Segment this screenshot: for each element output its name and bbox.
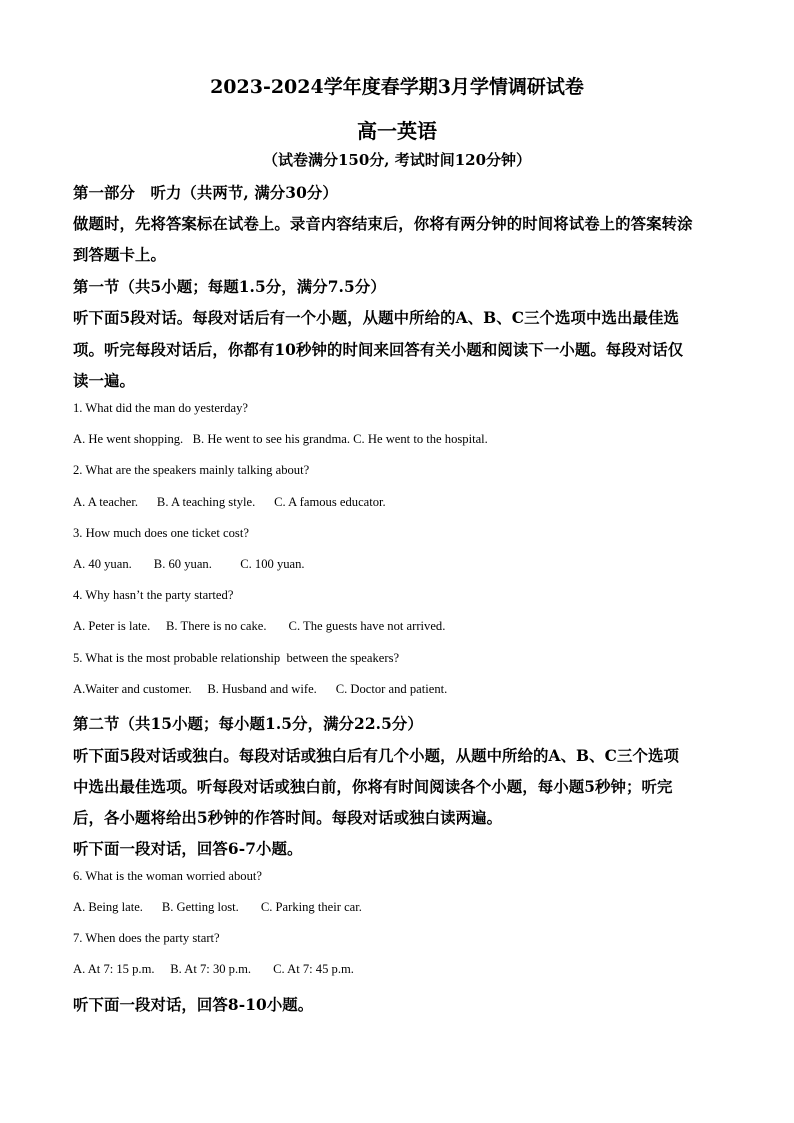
section2-instruction-line1: 听下面5段对话或独白。每段对话或独白后有几个小题，从题中所给的A、B、C三个选项 <box>73 747 679 765</box>
section2-heading: 第二节（共15小题；每小题1.5分，满分22.5分） <box>73 715 423 733</box>
exam-note: （试卷满分150分, 考试时间120分钟） <box>262 151 532 169</box>
part1-instruction-line1: 做题时，先将答案标在试卷上。录音内容结束后，你将有两分钟的时间将试卷上的答案转涂 <box>73 215 693 233</box>
question-7: 7. When does the party start? <box>73 931 220 945</box>
question-5: 5. What is the most probable relationship between the speakers? <box>73 651 400 665</box>
question-3: 3. How much does one ticket cost? <box>73 526 249 540</box>
group-8-10-heading: 听下面一段对话，回答8-10小题。 <box>73 996 314 1014</box>
question-1-options: A. He went shopping. B. He went to see his grandma. C. He went to the hospital. <box>73 432 488 446</box>
exam-subject: 高一英语 <box>357 119 437 143</box>
exam-title: 2023-2024学年度春学期3月学情调研试卷 <box>210 76 584 98</box>
section1-heading: 第一节（共5小题；每题1.5分，满分7.5分） <box>73 278 386 296</box>
question-1: 1. What did the man do yesterday? <box>73 401 248 415</box>
section2-instruction-line3: 后，各小题将给出5秒钟的作答时间。每段对话或独白读两遍。 <box>73 809 503 827</box>
section1-instruction-line1: 听下面5段对话。每段对话后有一个小题，从题中所给的A、B、C三个选项中选出最佳选 <box>73 309 679 327</box>
group-6-7-heading: 听下面一段对话，回答6-7小题。 <box>73 840 303 858</box>
question-6-options: A. Being late. B. Getting lost. C. Parking their car. <box>73 900 362 914</box>
section1-instruction-line3: 读一遍。 <box>73 372 135 390</box>
question-2: 2. What are the speakers mainly talking about? <box>73 463 310 477</box>
part1-instruction-line2: 到答题卡上。 <box>73 246 166 264</box>
question-2-options: A. A teacher. B. A teaching style. C. A famous educator. <box>73 495 386 509</box>
part1-heading: 第一部分 听力（共两节, 满分30分） <box>73 184 338 202</box>
question-5-options: A.Waiter and customer. B. Husband and wife. C. Doctor and patient. <box>73 682 448 696</box>
section1-instruction-line2: 项。听完每段对话后，你都有10秒钟的时间来回答有关小题和阅读下一小题。每段对话仅 <box>73 341 684 359</box>
question-3-options: A. 40 yuan. B. 60 yuan. C. 100 yuan. <box>73 557 305 571</box>
question-6: 6. What is the woman worried about? <box>73 869 262 883</box>
question-4-options: A. Peter is late. B. There is no cake. C. The guests have not arrived. <box>73 619 446 633</box>
question-4: 4. Why hasn’t the party started? <box>73 588 234 602</box>
question-7-options: A. At 7: 15 p.m. B. At 7: 30 p.m. C. At 7: 45 p.m. <box>73 962 354 976</box>
section2-instruction-line2: 中选出最佳选项。听每段对话或独白前，你将有时间阅读各个小题，每小题5秒钟；听完 <box>73 778 673 796</box>
